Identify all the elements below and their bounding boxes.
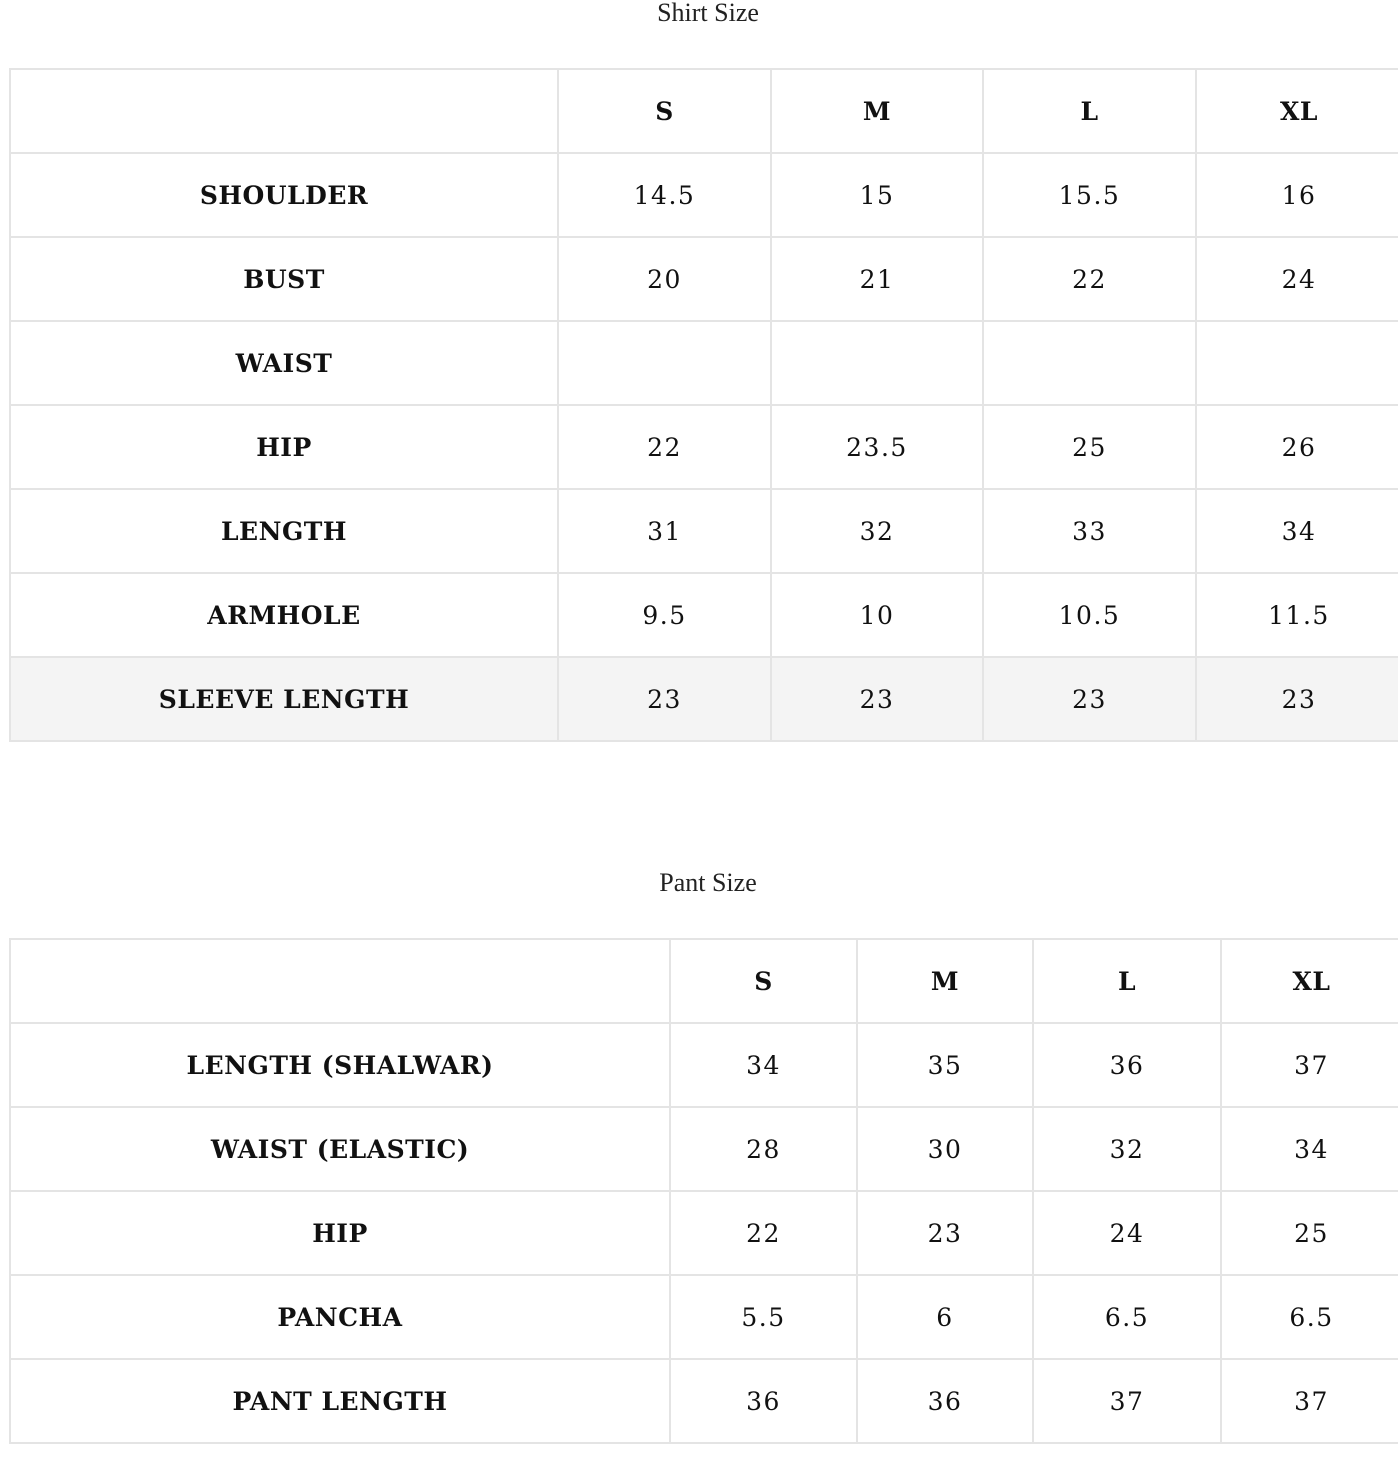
table-cell <box>771 321 983 405</box>
table-cell: 37 <box>1221 1359 1398 1443</box>
table-cell: 21 <box>771 237 983 321</box>
table-cell: 23 <box>771 657 983 741</box>
row-label: SHOULDER <box>10 153 558 237</box>
table-row <box>10 489 1398 573</box>
table-cell: 25 <box>983 405 1196 489</box>
header-cell-m: M <box>771 69 983 153</box>
table-cell: 34 <box>1221 1107 1398 1191</box>
table-cell: 37 <box>1221 1023 1398 1107</box>
table-cell <box>558 321 771 405</box>
table-row <box>10 153 1398 237</box>
row-label: ARMHOLE <box>10 573 558 657</box>
table-cell: 23 <box>983 657 1196 741</box>
table-cell: 6.5 <box>1221 1275 1398 1359</box>
table-row <box>10 237 1398 321</box>
table-cell: 14.5 <box>558 153 771 237</box>
pant-size-table <box>9 938 1398 1444</box>
table-cell: 36 <box>1033 1023 1221 1107</box>
row-label: HIP <box>10 1191 670 1275</box>
header-cell-xl: XL <box>1221 939 1398 1023</box>
table-cell: 24 <box>1196 237 1398 321</box>
table-row <box>10 1191 1398 1275</box>
table-cell <box>1196 321 1398 405</box>
table-cell: 20 <box>558 237 771 321</box>
table-cell: 23 <box>857 1191 1033 1275</box>
table-header-row <box>10 939 1398 1023</box>
pant-size-title: Pant Size <box>659 868 757 897</box>
table-cell: 37 <box>1033 1359 1221 1443</box>
header-cell-m: M <box>857 939 1033 1023</box>
table-cell: 36 <box>857 1359 1033 1443</box>
table-cell: 15.5 <box>983 153 1196 237</box>
header-cell-s: S <box>670 939 857 1023</box>
row-label: SLEEVE LENGTH <box>10 657 558 741</box>
table-row <box>10 573 1398 657</box>
table-row <box>10 1359 1398 1443</box>
table-cell: 35 <box>857 1023 1033 1107</box>
table-cell: 6 <box>857 1275 1033 1359</box>
table-cell: 30 <box>857 1107 1033 1191</box>
table-cell: 9.5 <box>558 573 771 657</box>
table-cell: 15 <box>771 153 983 237</box>
table-cell: 34 <box>1196 489 1398 573</box>
header-cell-empty <box>10 939 670 1023</box>
table-cell: 26 <box>1196 405 1398 489</box>
row-label: PANCHA <box>10 1275 670 1359</box>
shirt-size-table <box>9 68 1398 742</box>
row-label: WAIST (ELASTIC) <box>10 1107 670 1191</box>
table-cell: 32 <box>1033 1107 1221 1191</box>
table-cell: 6.5 <box>1033 1275 1221 1359</box>
header-cell-l: L <box>983 69 1196 153</box>
row-label: PANT LENGTH <box>10 1359 670 1443</box>
table-row <box>10 321 1398 405</box>
table-cell: 23.5 <box>771 405 983 489</box>
header-cell-l: L <box>1033 939 1221 1023</box>
shirt-size-title: Shirt Size <box>657 0 759 27</box>
table-row <box>10 1023 1398 1107</box>
table-cell <box>983 321 1196 405</box>
table-cell: 23 <box>1196 657 1398 741</box>
table-cell: 32 <box>771 489 983 573</box>
table-cell: 33 <box>983 489 1196 573</box>
row-label: BUST <box>10 237 558 321</box>
header-cell-empty <box>10 69 558 153</box>
table-cell: 22 <box>983 237 1196 321</box>
table-cell: 22 <box>558 405 771 489</box>
header-cell-xl: XL <box>1196 69 1398 153</box>
row-label: LENGTH <box>10 489 558 573</box>
table-cell: 23 <box>558 657 771 741</box>
table-row <box>10 405 1398 489</box>
table-cell: 10.5 <box>983 573 1196 657</box>
row-label: WAIST <box>10 321 558 405</box>
table-cell: 5.5 <box>670 1275 857 1359</box>
table-row <box>10 657 1398 741</box>
table-cell: 25 <box>1221 1191 1398 1275</box>
table-cell: 28 <box>670 1107 857 1191</box>
table-cell: 16 <box>1196 153 1398 237</box>
table-header-row <box>10 69 1398 153</box>
row-label: HIP <box>10 405 558 489</box>
row-label: LENGTH (SHALWAR) <box>10 1023 670 1107</box>
table-cell: 11.5 <box>1196 573 1398 657</box>
table-cell: 31 <box>558 489 771 573</box>
table-row <box>10 1107 1398 1191</box>
table-cell: 36 <box>670 1359 857 1443</box>
table-cell: 34 <box>670 1023 857 1107</box>
table-cell: 10 <box>771 573 983 657</box>
table-cell: 24 <box>1033 1191 1221 1275</box>
header-cell-s: S <box>558 69 771 153</box>
table-row <box>10 1275 1398 1359</box>
table-cell: 22 <box>670 1191 857 1275</box>
